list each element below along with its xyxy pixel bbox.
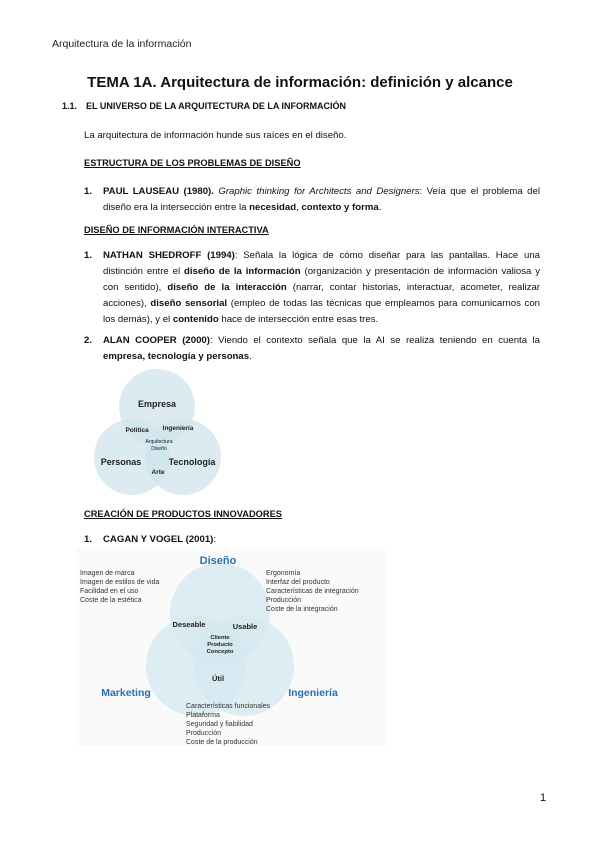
list-number: 1. bbox=[84, 186, 93, 197]
right-list-item: Interfaz del producto bbox=[266, 579, 330, 586]
cagan-vogel-venn-diagram bbox=[76, 548, 386, 746]
subheading-design-problems: ESTRUCTURA DE LOS PROBLEMAS DE DISEÑO bbox=[84, 158, 301, 168]
venn-center-cliente: Cliente bbox=[210, 635, 230, 641]
venn-label-arte: Arte bbox=[151, 469, 165, 476]
subheading-innovative-products: CREACIÓN DE PRODUCTOS INNOVADORES bbox=[84, 509, 283, 519]
bold-term: contexto y forma bbox=[301, 202, 379, 213]
author-name: NATHAN SHEDROFF (1994) bbox=[103, 250, 235, 261]
venn-label-diseno: Diseño bbox=[151, 446, 167, 452]
bottom-list-item: Coste de la producción bbox=[186, 739, 258, 746]
venn-circle-ingenieria bbox=[194, 616, 294, 716]
list-number: 1. bbox=[84, 534, 93, 545]
venn-title-diseno: Diseño bbox=[199, 555, 237, 567]
left-list-item: Imagen de estilos de vida bbox=[80, 579, 160, 586]
bold-term: diseño de la interacción bbox=[167, 282, 287, 293]
text-segment: (organización y presentación de información valiosa y con sentido), bbox=[103, 266, 541, 293]
list-item-shedroff bbox=[84, 248, 540, 328]
bold-term: diseño de la información bbox=[183, 266, 301, 277]
text-segment: . bbox=[249, 351, 252, 362]
list-item-cagan-vogel bbox=[84, 532, 540, 548]
venn-title-marketing: Marketing bbox=[101, 687, 151, 699]
text-segment: (empleo de todas las técnicas que empleamos para comunicarnos con los demás), y el bbox=[103, 298, 540, 325]
section-heading bbox=[62, 101, 346, 111]
running-header: Arquitectura de la información bbox=[52, 38, 192, 50]
venn-center-producto: Producto bbox=[207, 642, 233, 648]
left-list-item: Coste de la estética bbox=[80, 597, 142, 604]
venn-label-empresa: Empresa bbox=[137, 399, 177, 409]
bold-term: diseño sensorial bbox=[150, 298, 228, 309]
venn-label-arquitectura: Arquitectura bbox=[145, 439, 173, 445]
text-segment: (narrar, contar historias, interactuar, acometer, realizar acciones), bbox=[103, 282, 540, 309]
venn-title-ingenieria: Ingeniería bbox=[288, 687, 338, 699]
venn-label-usable: Usable bbox=[232, 622, 258, 631]
text-segment: : bbox=[213, 534, 217, 545]
right-list-item: Producción bbox=[266, 597, 302, 604]
subheading-interactive-design: DISEÑO DE INFORMACIÓN INTERACTIVA bbox=[84, 225, 269, 235]
list-number: 2. bbox=[84, 335, 93, 346]
text-segment: : Señala la lógica de cómo diseñar para las pantallas. Hace una distinción entre el bbox=[103, 250, 540, 277]
author-name: ALAN COOPER (2000) bbox=[103, 335, 210, 346]
text-segment: hace de intersección entre esas tres. bbox=[218, 314, 379, 325]
author-name: CAGAN Y VOGEL (2001) bbox=[103, 534, 214, 545]
bottom-list-item: Seguridad y fiabilidad bbox=[186, 721, 253, 728]
venn-label-politica: Política bbox=[125, 427, 149, 434]
author-name: PAUL LAUSEAU (1980). bbox=[103, 186, 214, 197]
left-list-item: Imagen de marca bbox=[80, 570, 135, 577]
bottom-list-item: Producción bbox=[186, 730, 222, 737]
bottom-list-item: Plataforma bbox=[186, 712, 220, 719]
venn-label-util: Útil bbox=[211, 674, 225, 683]
page-title: TEMA 1A. Arquitectura de información: definición y alcance bbox=[87, 74, 513, 91]
page-number: 1 bbox=[540, 792, 547, 804]
section-number: 1.1. bbox=[62, 101, 78, 111]
section-title: EL UNIVERSO DE LA ARQUITECTURA DE LA INFORMACIÓN bbox=[86, 101, 347, 111]
text-segment: . bbox=[378, 202, 382, 213]
venn-label-tecnologia: Tecnología bbox=[168, 457, 216, 467]
list-item-cooper bbox=[84, 333, 540, 365]
text-segment: , bbox=[296, 202, 302, 213]
left-list-item: Facilidad en el uso bbox=[80, 588, 139, 595]
right-list-item: Coste de la integración bbox=[266, 606, 338, 613]
text-segment: : Viendo el contexto señala que la AI se realiza teniendo en cuenta la bbox=[209, 335, 540, 346]
intro-paragraph: La arquitectura de información hunde sus raíces en el diseño. bbox=[84, 130, 347, 141]
list-item-lauseau bbox=[84, 184, 540, 216]
bold-term: necesidad bbox=[249, 202, 297, 213]
venn-label-deseable: Deseable bbox=[172, 620, 206, 629]
cooper-venn-diagram bbox=[80, 362, 240, 507]
right-list-item: Características de integración bbox=[266, 588, 359, 595]
bold-term: empresa, tecnología y personas bbox=[103, 351, 250, 362]
text-segment: : Veía que el problema del diseño era la intersección entre la bbox=[103, 186, 540, 213]
bold-term: contenido bbox=[172, 314, 219, 325]
book-title: Graphic thinking for Architects and Designers bbox=[218, 186, 420, 197]
venn-label-ingenieria: Ingeniería bbox=[162, 425, 194, 432]
list-number: 1. bbox=[84, 250, 93, 261]
bottom-list-item: Características funcionales bbox=[186, 703, 271, 710]
right-list-item: Ergonomía bbox=[266, 570, 301, 577]
venn-center-concepto: Concepto bbox=[206, 649, 234, 655]
venn-label-personas: Personas bbox=[100, 457, 142, 467]
